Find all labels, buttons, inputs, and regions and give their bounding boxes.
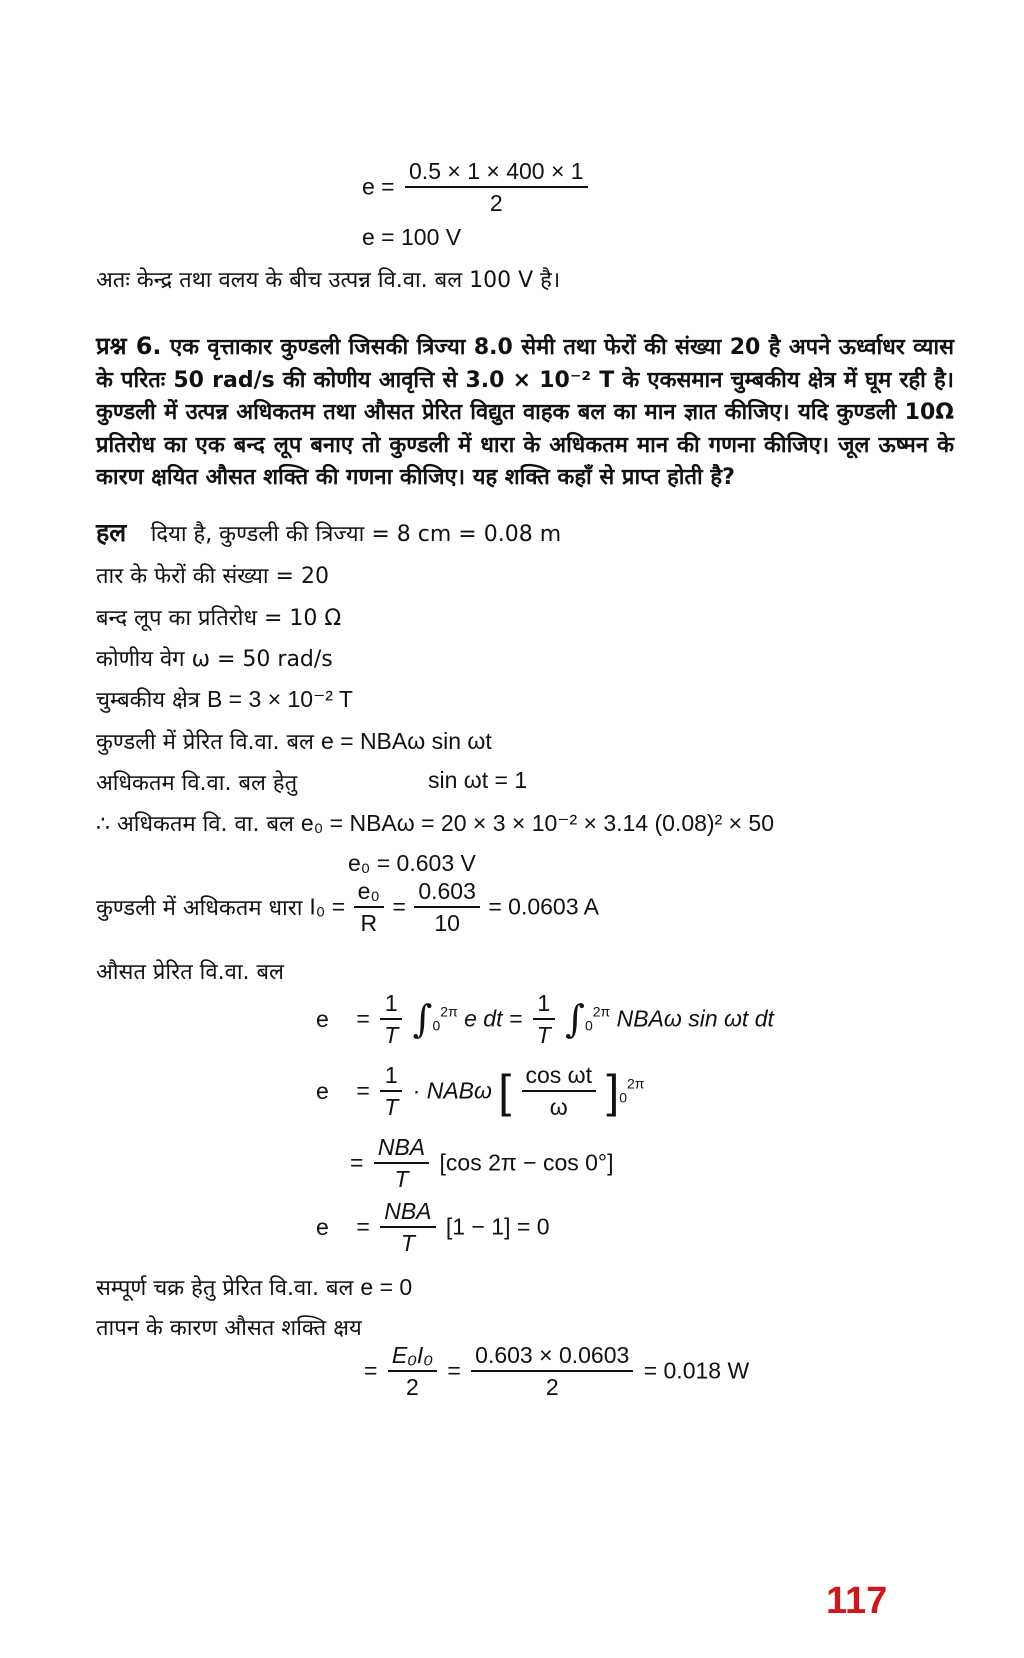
avg2-equals: = [356, 1077, 370, 1104]
power-f2-num: 0.603 × 0.0603 [471, 1340, 633, 1372]
avg1-frac-a-num: 1 [380, 988, 402, 1020]
i0-f2-numerator: 0.603 [414, 876, 480, 908]
cycle-value: e = 0 [360, 1274, 413, 1300]
power-equals-1: = [364, 1357, 378, 1384]
avg4-den: T [400, 1230, 415, 1256]
omega-line: कोणीय वेग ω = 50 rad/s [96, 647, 333, 672]
given-radius: दिया है, कुण्डली की त्रिज्या = 8 cm = 0.08 m [150, 522, 562, 547]
i0-label: कुण्डली में अधिकतम धारा [96, 896, 310, 921]
eq1-numerator: 0.5 × 1 × 400 × 1 [405, 156, 588, 188]
i0-lhs: I₀ = [309, 893, 346, 920]
avg2-frac-a-den: T [384, 1094, 399, 1120]
power-frac-1 [388, 1340, 437, 1402]
i0-equals: = [392, 893, 406, 920]
avg1-lhs: e [316, 1005, 329, 1032]
avg4-equals: = [356, 1213, 370, 1240]
avg2-frac-b [522, 1060, 597, 1122]
eq1-denominator: 2 [489, 190, 503, 216]
i0-f2-denominator: 10 [434, 910, 460, 936]
int1-upper: 2π [440, 1003, 458, 1020]
avg-eq1 [316, 988, 774, 1050]
emf-label: कुण्डली में प्रेरित वि.वा. बल [96, 730, 321, 755]
avg2-lower-limit: 0 [619, 1089, 627, 1106]
max-label: अधिकतम वि.वा. बल हेतु [96, 771, 298, 796]
i0-result: = 0.0603 A [488, 893, 599, 920]
avg2-frac-a-num: 1 [380, 1060, 402, 1092]
intro-conclusion: अतः केन्द्र तथा वलय के बीच उत्पन्न वि.वा. बल 100 V है। [96, 268, 561, 293]
field-label: चुम्बकीय क्षेत्र [96, 688, 207, 713]
solution-label: हल [96, 518, 127, 547]
avg3-num: NBA [374, 1132, 429, 1164]
avg3-equals: = [350, 1149, 364, 1176]
eq1-lhs: e = [362, 173, 395, 200]
power-f2-den: 2 [545, 1374, 559, 1400]
avg2-mid: · NABω [412, 1077, 492, 1104]
avg2-frac-a [380, 1060, 402, 1122]
i0-line [96, 876, 599, 938]
avg-eq3 [350, 1132, 614, 1194]
avg2-upper-limit: 2π [627, 1075, 645, 1092]
avg1-frac-a [380, 988, 402, 1050]
emf-value: e = NBAω sin ωt [320, 728, 492, 754]
eq1 [362, 156, 592, 218]
avg2-frac-b-num: cos ωt [522, 1060, 597, 1092]
avg-label: औसत प्रेरित वि.वा. बल [96, 960, 284, 985]
i0-f1-numerator: e₀ [354, 876, 384, 908]
power-f1-den: 2 [405, 1374, 419, 1400]
e0-line [96, 808, 774, 838]
avg1-frac-a-den: T [384, 1022, 399, 1048]
avg2-frac-b-den: ω [549, 1094, 568, 1120]
avg-eq4 [316, 1196, 550, 1258]
left-bracket: [ [498, 1065, 512, 1117]
avg1-expr-b: NBAω sin ωt dt [616, 1005, 774, 1032]
e0-label: ∴ अधिकतम वि. वा. बल [96, 812, 301, 837]
field-line [96, 684, 353, 714]
emf-line [96, 726, 492, 756]
power-frac-2 [471, 1340, 633, 1402]
avg3-den: T [394, 1166, 409, 1192]
integral-sign-2: ∫ [565, 997, 585, 1041]
avg-eq2 [316, 1060, 644, 1122]
power-equals-2: = [447, 1357, 461, 1384]
avg4-frac [380, 1196, 435, 1258]
avg1-frac-b-num: 1 [533, 988, 555, 1020]
resistance-line: बन्द लूप का प्रतिरोध = 10 Ω [96, 606, 342, 631]
integral-sign-1: ∫ [412, 997, 433, 1041]
avg1-frac-b-den: T [536, 1022, 551, 1048]
int2-lower: 0 [584, 1017, 593, 1034]
int2-upper: 2π [592, 1003, 611, 1020]
right-bracket: ] [606, 1065, 620, 1117]
solution-given-line [96, 515, 561, 549]
i0-fraction-1 [354, 876, 384, 938]
avg2-lhs: e [316, 1077, 329, 1104]
heat-label: तापन के कारण औसत शक्ति क्षय [96, 1316, 362, 1341]
avg3-tail: [cos 2π − cos 0°] [439, 1149, 614, 1176]
avg4-num: NBA [380, 1196, 435, 1228]
eq1-fraction [405, 156, 588, 218]
eq2: e = 100 V [362, 224, 462, 250]
max-condition: sin ωt = 1 [428, 767, 528, 793]
i0-fraction-2 [414, 876, 480, 938]
cycle-label: सम्पूर्ण चक्र हेतु प्रेरित वि.वा. बल [96, 1276, 361, 1301]
question-text: एक वृत्ताकार कुण्डली जिसकी त्रिज्या 8.0 सेमी तथा फेरों की संख्या 20 है अपने ऊर्ध्वाधर व्यास के परितः 50 rad/s की कोणीय आवृत्ति से 3.0 × 10⁻² T के एकसमान चुम्बकीय क्षेत्र में घूम रही है। कुण्डली में उत्पन्न अधिकतम तथा औसत प्रेरित विद्युत वाहक बल का मान ज्ञात कीजिए। यदि कुण्डली 10Ω प्रतिरोध का एक बन्द लूप बनाए तो कुण्डली में धारा के अधिकतम मान की गणना कीजिए। जूल ऊष्मन के कारण क्षयित औसत शक्ति की गणना कीजिए। यह शक्ति कहाँ से प्राप्त होती है? [96, 335, 954, 490]
question-paragraph [96, 330, 954, 495]
power-result: = 0.018 W [643, 1357, 750, 1384]
int1-lower: 0 [432, 1017, 441, 1034]
avg4-lhs: e [316, 1213, 329, 1240]
avg1-equals: = [356, 1005, 370, 1032]
e0-expression: e₀ = NBAω = 20 × 3 × 10⁻² × 3.14 (0.08)² × 50 [300, 810, 775, 836]
turns-line: तार के फेरों की संख्या = 20 [96, 564, 329, 589]
question-label: प्रश्न 6. [96, 332, 162, 360]
avg1-expr-a: e dt = [464, 1005, 523, 1032]
power-f1-num: E₀I₀ [388, 1340, 437, 1372]
avg4-tail: [1 − 1] = 0 [445, 1213, 550, 1240]
page-number: 117 [826, 1580, 888, 1622]
cycle-line [96, 1272, 412, 1302]
e0-value: e₀ = 0.603 V [348, 850, 476, 876]
avg3-frac [374, 1132, 429, 1194]
avg1-frac-b [533, 988, 555, 1050]
i0-f1-denominator: R [360, 910, 378, 936]
field-value: B = 3 × 10⁻² T [206, 686, 353, 712]
power-eq [364, 1340, 749, 1402]
